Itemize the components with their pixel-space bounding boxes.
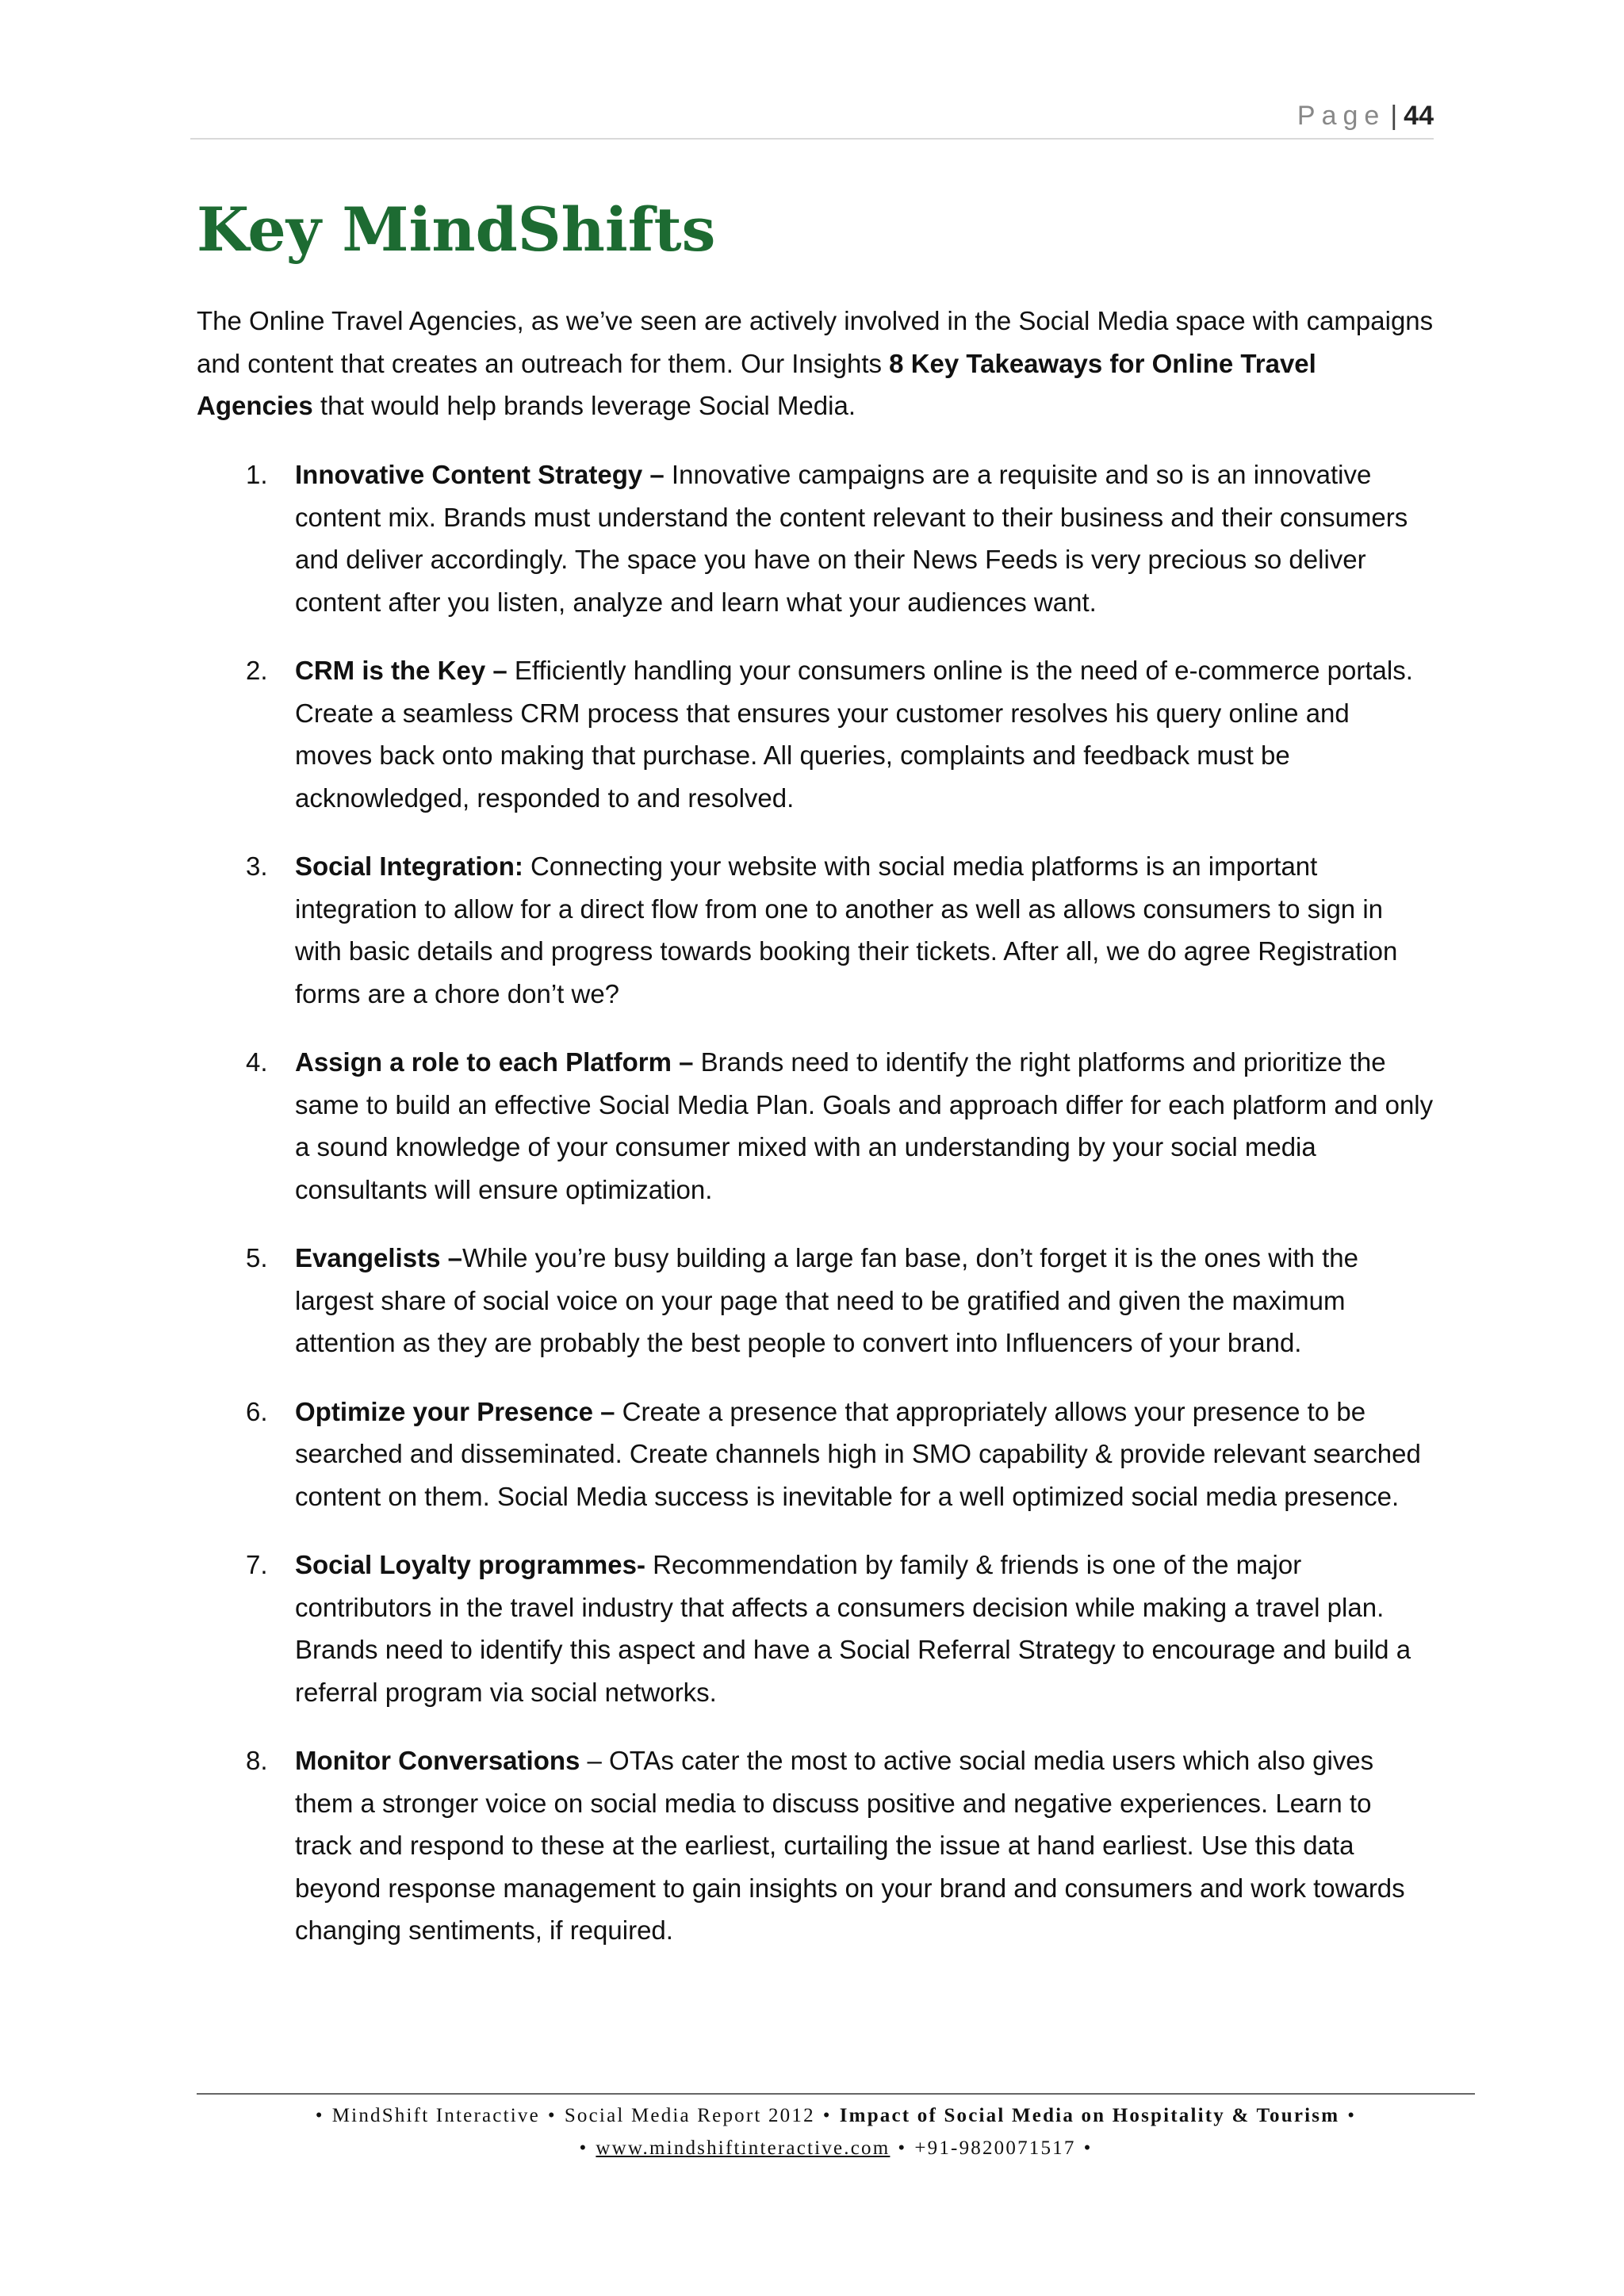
page-word: Page [1297,101,1386,131]
footer-bullet: • [315,2105,324,2126]
takeaway-text: While you’re busy building a large fan base, don’t forget it is the ones with the largest share of social voice on your page that need to be gratified and given the maximum attention as they are probably the best people to convert into Influencers of your brand. [295,1243,1358,1357]
footer-website-link[interactable]: www.mindshiftinteractive.com [596,2137,891,2159]
page-footer [197,2093,1475,2164]
footer-bullet: • [822,2105,832,2126]
takeaway-heading: Evangelists – [295,1243,462,1272]
takeaway-heading: Assign a role to each Platform – [295,1047,694,1077]
takeaway-text: Innovative campaigns are a requisite and so is an innovative content mix. Brands must understand the content relevant to their business and their consumers and deliver accordingly. The space you have on their News Feeds is very precious so deliver content after you listen, analyze and learn what your audiences want. [295,460,1408,617]
takeaway-text: Efficiently handling your consumers online is the need of e-commerce portals. Create a seamless CRM process that ensures your customer resolves his query online and moves back onto making that purchase. All queries, complaints and feedback must be acknowledged, responded to and resolved. [295,656,1413,813]
footer-bullet: • [547,2105,557,2126]
takeaway-number: 4. [246,1047,268,1077]
takeaway-item-5 [197,1237,1434,1364]
footer-phone: +91-9820071517 [914,2137,1076,2159]
takeaway-number: 6. [246,1396,268,1426]
takeaway-item-2 [197,649,1434,819]
footer-bullet: • [1083,2137,1093,2159]
takeaways-list [197,453,1434,1978]
footer-bullet: • [1347,2105,1357,2126]
intro-paragraph [197,300,1434,427]
takeaway-number: 7. [246,1550,268,1579]
takeaway-item-1 [197,453,1434,623]
page-label [1297,94,1434,138]
takeaway-item-6 [197,1391,1434,1518]
footer-topic: Impact of Social Media on Hospitality & Tourism [839,2105,1340,2126]
intro-text-before: The Online Travel Agencies, as we’ve seen are actively involved in the Social Media space with campaigns and content that creates an outreach for them. Our Insights [197,306,1434,378]
takeaway-heading: Social Integration: [295,851,523,881]
takeaway-number: 5. [246,1243,268,1272]
takeaway-text: Brands need to identify the right platforms and prioritize the same to build an effective Social Media Plan. Goals and approach differ for each platform and only a sound knowledge of your consumer mixed with an understanding by your social media consultants will ensure optimization. [295,1047,1434,1204]
footer-company: MindShift Interactive [331,2105,540,2126]
takeaway-heading: CRM is the Key – [295,656,508,685]
takeaway-item-4 [197,1041,1434,1211]
intro-bold-text: 8 Key Takeaways for Online Travel Agencies [197,348,1316,420]
takeaway-heading: Innovative Content Strategy – [295,460,665,489]
takeaway-number: 2. [246,656,268,685]
footer-line-1 [197,2095,1475,2133]
takeaway-text: Recommendation by family & friends is one of the major contributors in the travel industry that affects a consumers decision while making a travel plan. Brands need to identify this aspect and have a Social Referral Strategy to encourage and build a referral program via social networks. [295,1550,1411,1707]
takeaway-number: 8. [246,1746,268,1775]
takeaway-text: Connecting your website with social media platforms is an important integration to allow for a direct flow from one to another as well as allows consumers to sign in with basic details and progress towards booking their tickets. After all, we do agree Registration forms are a chore don’t we? [295,851,1398,1008]
footer-bullet: • [898,2137,907,2159]
takeaway-number: 3. [246,851,268,881]
page-separator: | [1390,101,1398,131]
footer-line-2 [197,2133,1475,2164]
footer-report: Social Media Report 2012 [564,2105,815,2126]
takeaway-heading: Optimize your Presence – [295,1396,615,1426]
page-title: Key MindShifts [197,194,716,265]
takeaway-item-3 [197,845,1434,1015]
takeaway-item-7 [197,1544,1434,1713]
page-header [190,94,1434,140]
footer-bullet: • [579,2137,588,2159]
takeaway-text: – OTAs cater the most to active social media users which also gives them a stronger voice on social media to discuss positive and negative experiences. Learn to track and respond to these at the earliest, curtailing the issue at hand earliest. Use this data beyond response management to gain insights on your brand and consumers and work towards changing sentiments, if required. [295,1746,1405,1945]
takeaway-heading: Monitor Conversations [295,1746,580,1775]
takeaway-text: Create a presence that appropriately allows your presence to be searched and disseminated. Create channels high in SMO capability & provide relevant searched content on them. Social Media success is inevitable for a well optimized social media presence. [295,1396,1421,1511]
intro-text-after: that would help brands leverage Social Media. [312,391,856,420]
takeaway-number: 1. [246,460,268,489]
takeaway-item-8 [197,1739,1434,1952]
takeaway-heading: Social Loyalty programmes- [295,1550,645,1579]
page-number: 44 [1404,101,1434,131]
